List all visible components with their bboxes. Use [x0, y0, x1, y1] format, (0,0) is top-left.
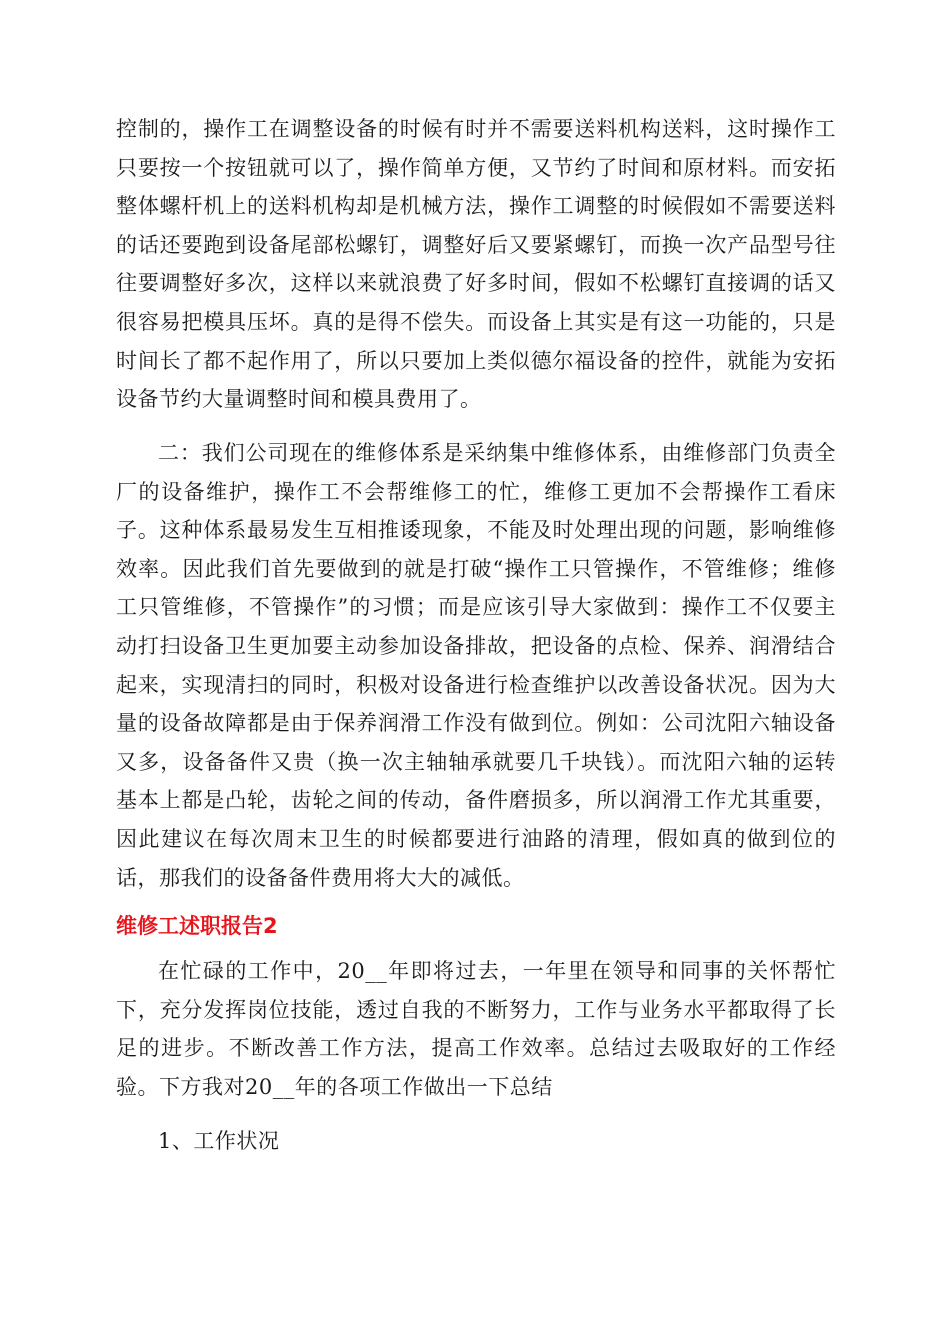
paragraph-year-summary: 在忙碌的工作中，20__年即将过去，一年里在领导和同事的关怀帮忙下，充分发挥岗位技能，透过自我的不断努力，工作与业务水平都取得了长足的进步。不断改善工作方法，提高工作效率。总结过去吸取好的工作经验。下方我对20__年的各项工作做出一下总结 — [116, 959, 836, 1099]
paragraph-maintenance-system: 二：我们公司现在的维修体系是采纳集中维修体系，由维修部门负责全厂的设备维护，操作工不会帮维修工的忙，维修工更加不会帮操作工看床子。这种体系最易发生互相推诿现象，不能及时处理出现的问题，影响维修效率。因此我们首先要做到的就是打破“操作工只管操作，不管维修；维修工只管维修，不管操作”的习惯；而是应该引导大家做到：操作工不仅要主动打扫设备卫生更加要主动参加设备排故，把设备的点检、保养、润滑结合起来，实现清扫的同时，积极对设备进行检查维护以改善设备状况。因为大量的设备故障都是由于保养润滑工作没有做到位。例如：公司沈阳六轴设备又多，设备备件又贵（换一次主轴轴承就要几千块钱）。而沈阳六轴的运转基本上都是凸轮，齿轮之间的传动，备件磨损多，所以润滑工作尤其重要，因此建议在每次周末卫生的时候都要进行油路的清理，假如真的做到位的话，那我们的设备备件费用将大大的减低。 — [116, 441, 836, 890]
list-item-work-status: 1、工作状况 — [158, 1129, 280, 1153]
paragraph-control-method: 控制的，操作工在调整设备的时候有时并不需要送料机构送料，这时操作工只要按一个按钮就可以了，操作简单方便，又节约了时间和原材料。而安拓整体螺杆机上的送料机构却是机械方法，操作工调整的时候假如不需要送料的话还要跑到设备尾部松螺钉，调整好后又要紧螺钉，而换一次产品型号往往要调整好多次，这样以来就浪费了好多时间，假如不松螺钉直接调的话又很容易把模具压坏。真的是得不偿失。而设备上其实是有这一功能的，只是时间长了都不起作用了，所以只要加上类似德尔福设备的控件，就能为安拓设备节约大量调整时间和模具费用了。 — [116, 117, 836, 412]
section-heading: 维修工述职报告2 — [116, 914, 278, 938]
